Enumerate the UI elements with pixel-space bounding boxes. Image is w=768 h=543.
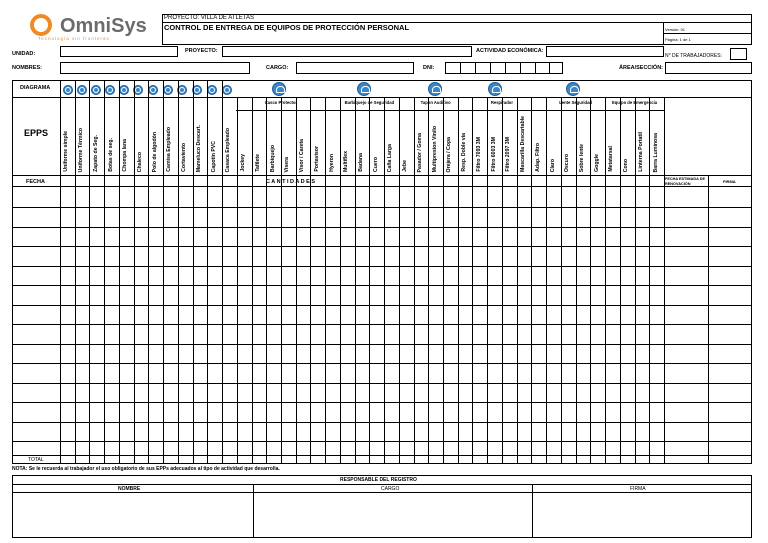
epp-item-label: Hyeron — [328, 154, 335, 172]
diagrama-label: DIAGRAMA — [20, 85, 51, 91]
epp-item-label: Goggle — [593, 154, 600, 172]
cargo-field[interactable] — [296, 62, 414, 74]
raincoat-icon — [207, 85, 217, 95]
epp-item-label: Visor / Careta — [299, 138, 306, 172]
epp-item-label: Visera — [284, 156, 291, 172]
sweater-icon — [119, 85, 129, 95]
epp-item-label: Polo de algodón — [151, 131, 158, 172]
epp-item-label: Mameluco Descart. — [195, 124, 202, 172]
responsable-firma: FIRMA — [630, 486, 646, 492]
epp-item-label: Camisa Empleado — [166, 127, 173, 172]
epp-item-label: Sobre lente — [578, 143, 585, 172]
epp-item-label: Filtro 7093 3M — [475, 137, 482, 172]
epp-item-label: Orejera / Copa — [446, 136, 453, 172]
trabajadores-field[interactable] — [730, 48, 747, 60]
responsable-nombre: NOMBRE — [118, 486, 141, 492]
fecha-label: FECHA — [26, 179, 45, 185]
renovacion-label: FECHA ESTIMADA DE RENOVACIÓN — [665, 177, 706, 186]
epp-item-label: Zapato de Seg. — [92, 135, 99, 172]
epp-item-label: Capotín PVC — [210, 140, 217, 172]
epp-item-label: Portavisor — [313, 146, 320, 172]
epp-item-label: Multipresion Vinilo — [431, 125, 438, 172]
page-title: CONTROL DE ENTREGA DE EQUIPOS DE PROTECCIÓN PERSONAL — [164, 23, 410, 32]
ear-protection-icon — [428, 82, 442, 96]
actividad-label: ACTIVIDAD ECONÓMICA: — [476, 48, 544, 54]
responsable-cargo: CARGO — [381, 486, 400, 492]
area-field[interactable] — [665, 62, 752, 74]
epp-item-label: Oscuro — [564, 153, 571, 172]
nota: NOTA: Se le recuerda al trabajador el uso obligatorio de sus EPPs adecuados al tipo de actividad que desarrolla. — [12, 466, 280, 472]
epp-group-label: Respirador — [490, 100, 513, 105]
epp-item-label: Resp. Doble vía — [461, 133, 468, 172]
employee-shirt-icon — [163, 85, 173, 95]
epp-item-label: Casaca Empleado — [225, 127, 232, 172]
epp-item-label: Caña Larga — [387, 143, 394, 172]
area-label: ÁREA/SECCIÓN: — [619, 65, 664, 71]
epp-item-label: Barbiquejo — [269, 144, 276, 172]
respirator-icon — [488, 82, 502, 96]
epp-item-label: Chompa lana — [122, 139, 129, 172]
logo — [26, 12, 156, 42]
nombres-label: NOMBRES: — [12, 65, 42, 71]
responsable-title: RESPONSABLE DEL REGISTRO — [340, 477, 417, 483]
epps-label: EPPS — [24, 128, 49, 138]
epp-item-label: Uniforme simple — [63, 131, 70, 172]
epp-item-label: Cono — [623, 158, 630, 172]
uniform-icon — [63, 85, 73, 95]
epp-item-label: Badana — [358, 153, 364, 172]
epp-item-label: Multiflex — [343, 150, 350, 172]
epp-group-label: Equipo de Emergencia — [611, 100, 658, 105]
actividad-field[interactable] — [546, 46, 664, 57]
shirt-icon — [148, 85, 158, 95]
pagina: Página: 1 de 1 — [665, 37, 691, 42]
total-label: TOTAL — [28, 457, 44, 463]
epp-item-label: Cortaviento — [181, 143, 188, 172]
responsable-cargo-field[interactable] — [255, 494, 531, 536]
epp-item-label: Mascarilla Descartable — [520, 116, 527, 172]
epp-item-label: Linterna Portatil — [637, 132, 644, 172]
responsable-firma-field[interactable] — [534, 494, 751, 536]
logo-tagline: Tecnología sin fronteras — [38, 36, 110, 41]
epp-item-label: Pasador / Goma — [416, 132, 423, 172]
proyecto-label: PROYECTO: — [185, 48, 218, 54]
epp-group-label: Tapon Auditivo — [420, 100, 451, 105]
epp-group-label: Barbiquejo de Seguridad — [344, 100, 395, 105]
epp-item-label: Botas de seg. — [107, 138, 114, 172]
epp-item-label: Adap. Filtro — [534, 143, 541, 172]
epp-item-label: Jockey — [240, 154, 247, 172]
epp-item-label: Filtro 2097 3M — [505, 137, 512, 172]
epp-item-label: Tafilete — [254, 154, 261, 172]
proyecto-line: PROYECTO: VILLA DE ATLETAS — [164, 15, 255, 21]
trabajadores-label: N° DE TRABAJADORES: — [665, 53, 722, 59]
epp-item-label: Jebe — [402, 160, 409, 172]
epp-item-label: Filtro 6003 3M — [490, 137, 497, 172]
responsable-nombre-field[interactable] — [14, 494, 252, 536]
boot-icon — [105, 85, 115, 95]
epp-item-label: Metatarsal — [608, 146, 615, 172]
nombres-field[interactable] — [60, 62, 250, 74]
thermal-uniform-icon — [77, 85, 87, 95]
epp-item-label: Barra Luminosa — [652, 132, 659, 172]
shoe-icon — [91, 85, 101, 95]
epp-item-label: Chaleco — [137, 151, 144, 172]
dni-label: DNI: — [423, 65, 435, 71]
unidad-label: UNIDAD: — [12, 51, 36, 57]
cargo-label: CARGO: — [266, 65, 289, 71]
helmet-icon — [272, 82, 286, 96]
dni-field[interactable] — [445, 62, 563, 74]
firma-col-label: FIRMA — [723, 179, 736, 184]
safety-glasses-icon — [566, 82, 580, 96]
harness-icon — [357, 82, 371, 96]
logo-mark-icon — [30, 14, 52, 36]
unidad-field[interactable] — [60, 46, 178, 57]
logo-brand: OmniSys — [60, 15, 147, 37]
epp-group-label: Lente Seguridad — [559, 100, 592, 105]
jacket-icon — [222, 85, 232, 95]
proyecto-field[interactable] — [222, 46, 472, 57]
epp-item-label: Cuero — [372, 157, 379, 172]
version: Versión: 01 — [665, 27, 686, 32]
epp-group-label: Casco Protector — [264, 100, 298, 105]
cantidades-label: C A N T I D A D E S — [266, 179, 315, 185]
epp-item-label: Claro — [549, 158, 556, 172]
epp-item-label: Uniforme Térmico — [78, 127, 85, 172]
